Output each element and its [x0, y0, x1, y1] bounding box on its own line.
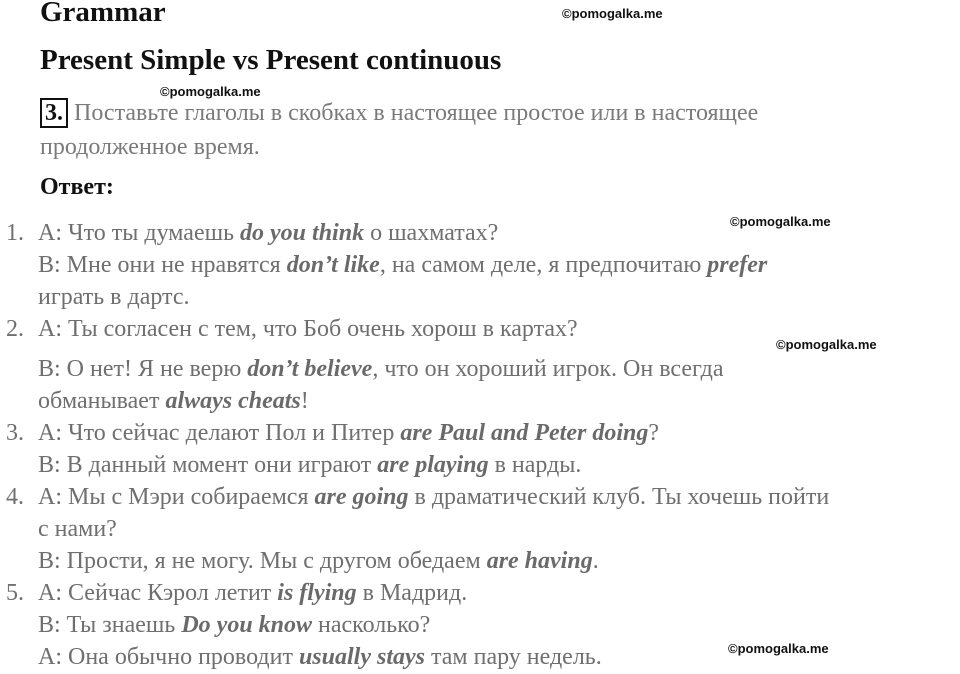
list-item: [6, 484, 829, 511]
item-text: , на самом деле, я предпочитаю: [379, 252, 708, 278]
list-item-line: [38, 356, 724, 383]
item-number: 1.: [6, 220, 24, 246]
answer-verb: prefer: [707, 252, 768, 278]
item-text: в Мадрид.: [356, 580, 468, 606]
item-text: B: Прости, я не могу. Мы с другом обедаем: [38, 548, 487, 574]
item-number: 3.: [6, 420, 24, 446]
list-item-line: [38, 452, 581, 479]
item-text: B: В данный момент они играют: [38, 452, 378, 478]
item-text: о шахматах?: [364, 220, 499, 246]
watermark: ©pomogalka.me: [160, 84, 261, 99]
list-item-line: [38, 252, 767, 279]
item-text: .: [592, 548, 599, 574]
list-item: [6, 420, 659, 447]
answer-verb: don’t believe: [247, 356, 373, 382]
item-text: A: Ты согласен с тем, что Боб очень хорош в картах?: [38, 316, 578, 342]
item-text: B: Мне они не нравятся: [38, 252, 287, 278]
list-item-line: [38, 388, 309, 415]
answer-label: Ответ:: [40, 174, 114, 200]
watermark: ©pomogalka.me: [562, 6, 663, 21]
list-item-line: [38, 612, 430, 639]
item-text: играть в дартс.: [38, 284, 190, 310]
item-text: A: Сейчас Кэрол летит: [38, 580, 278, 606]
item-text: , что он хороший игрок. Он всегда: [372, 356, 724, 382]
item-text: ?: [648, 420, 660, 446]
item-text: в драматический клуб. Ты хочешь пойти: [408, 484, 830, 510]
item-text: с нами?: [38, 516, 117, 542]
watermark: ©pomogalka.me: [776, 337, 877, 352]
list-item: [6, 580, 467, 607]
list-item: [6, 316, 578, 343]
task-text-line1: Поставьте глаголы в скобках в настоящее простое или в настоящее: [74, 100, 759, 126]
answer-verb: usually stays: [298, 644, 425, 670]
task-instruction: [40, 96, 758, 164]
list-item-line: [38, 516, 117, 543]
item-text: A: Мы с Мэри собираемся: [38, 484, 315, 510]
list-item-line: [38, 284, 189, 311]
answer-verb: always cheats: [165, 388, 301, 414]
item-text: B: О нет! Я не верю: [38, 356, 248, 382]
item-text: там пару недель.: [424, 644, 602, 670]
item-number: 5.: [6, 580, 24, 606]
answer-verb: don’t like: [286, 252, 380, 278]
item-number: 2.: [6, 316, 24, 342]
answer-verb: are playing: [377, 452, 489, 478]
answer-verb: are having: [486, 548, 593, 574]
item-text: насколько?: [312, 612, 431, 638]
item-number: 4.: [6, 484, 24, 510]
section-title: Grammar: [40, 0, 166, 28]
answer-verb: are going: [314, 484, 409, 510]
item-text: !: [300, 388, 309, 414]
item-text: A: Она обычно проводит: [38, 644, 299, 670]
answer-verb: are Paul and Peter doing: [400, 420, 649, 446]
item-text: в нарды.: [488, 452, 582, 478]
item-text: A: Что сейчас делают Пол и Питер: [38, 420, 401, 446]
answer-verb: do you think: [240, 220, 365, 246]
page-subtitle: Present Simple vs Present continuous: [40, 44, 502, 76]
item-text: обманывает: [38, 388, 166, 414]
list-item-line: [38, 644, 602, 671]
task-number: 3.: [40, 98, 68, 128]
list-item-line: [38, 548, 599, 575]
watermark: ©pomogalka.me: [728, 641, 829, 656]
task-text-line2: продолженное время.: [40, 134, 260, 160]
list-item: [6, 220, 498, 247]
answer-verb: is flying: [277, 580, 357, 606]
item-text: B: Ты знаешь: [38, 612, 182, 638]
answer-verb: Do you know: [181, 612, 313, 638]
watermark: ©pomogalka.me: [730, 214, 831, 229]
item-text: A: Что ты думаешь: [38, 220, 241, 246]
